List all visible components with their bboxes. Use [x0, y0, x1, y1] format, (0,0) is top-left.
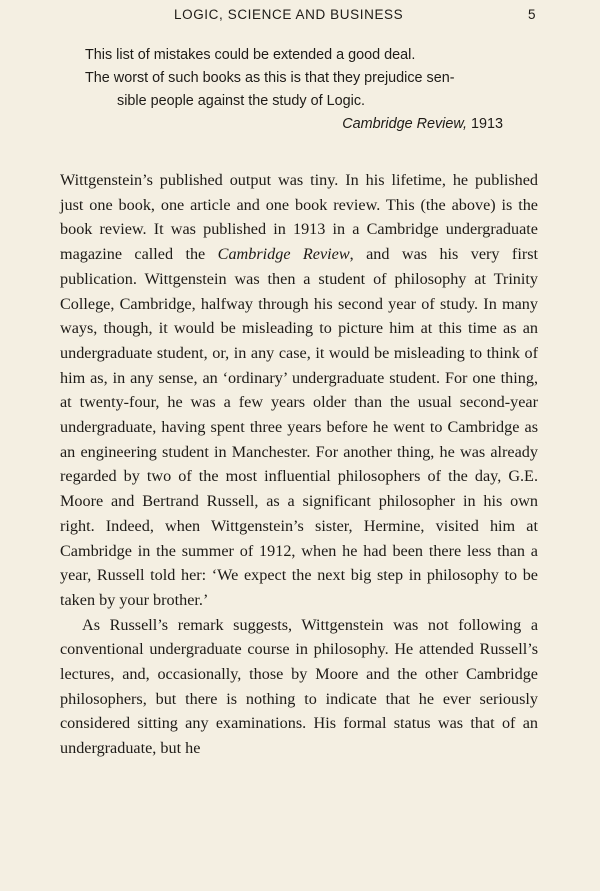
epigraph-source: [85, 113, 515, 136]
paragraph-1-text-b: , and was his very first publication. Wittgenstein was then a student of philosophy at Trinity College, Cambridge, halfway through his second year of study. In many ways, though, it would be misleading to picture him at this time as an undergraduate student, or, in any case, it would be misleading to think of him as, in any sense, an ‘ordinary’ undergraduate student. For one thing, at twenty-four, he was a few years older than the usual second-year undergraduate, having spent three years before he went to Cambridge as an engineering student in Manchester. For another thing, he was already regarded by two of the most influential philosophers of the day, G.E. Moore and Bertrand Russell, as a significant philosopher in his own right. Indeed, when Wittgenstein’s sister, Hermine, visited him at Cambridge in the summer of 1912, when he had been there less than a year, Russell told her: ‘We expect the next big step in philosophy to be taken by your brother.’: [60, 245, 539, 609]
epigraph-source-year: 1913: [470, 116, 503, 132]
epigraph-source-title: Cambridge Review,: [342, 116, 467, 132]
paragraph-1-text-a: Wittgenstein’s published output was tiny. In his lifetime, he published just one book, one article and one book review. This (the above) is the book review. It was published in 1913 in a Cambridge undergraduate magazine called the: [60, 171, 538, 264]
running-head: LOGIC, SCIENCE AND BUSINESS: [174, 7, 404, 22]
paragraph-1: [60, 168, 538, 613]
epigraph: [85, 44, 515, 136]
page-number: 5: [528, 7, 537, 22]
epigraph-line-1: This list of mistakes could be extended a good deal.: [85, 47, 416, 63]
paragraph-2: As Russell’s remark suggests, Wittgenstein was not following a conventional undergraduate course in philosophy. He attended Russell’s lectures, and, occasionally, those by Moore and the other Cambridge philosophers, but there is nothing to indicate that he ever seriously considered sitting any examinations. His formal status was that of an undergraduate, but he: [60, 615, 538, 758]
page-header: [0, 6, 600, 26]
body-text: [60, 168, 538, 761]
paragraph-1-italic: Cambridge Review: [217, 245, 350, 264]
epigraph-line-3: sible people against the study of Logic.: [117, 93, 366, 109]
epigraph-line-2: The worst of such books as this is that they prejudice sen-: [85, 70, 455, 86]
